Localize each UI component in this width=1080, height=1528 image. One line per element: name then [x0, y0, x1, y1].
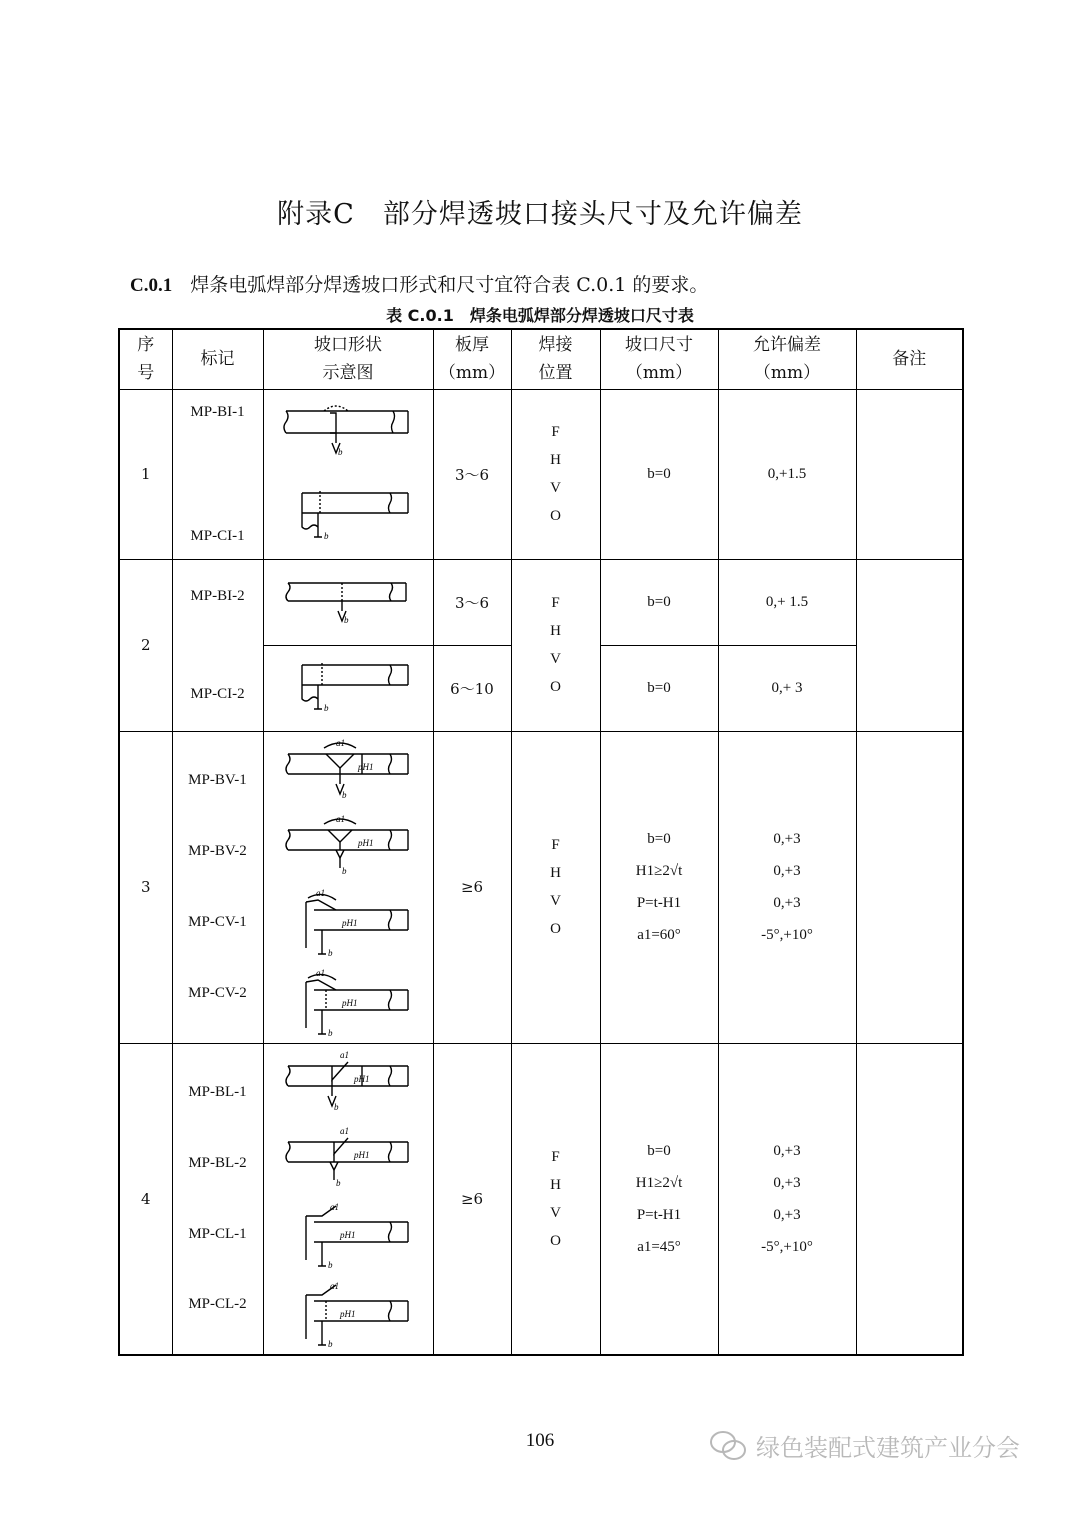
row-remark [856, 1043, 963, 1355]
row-positions: F H V O [511, 1043, 600, 1355]
groove-dimension-table [118, 328, 964, 1356]
watermark-text: 绿色装配式建筑产业分会 [756, 1434, 1020, 1462]
row-diagram [263, 645, 433, 731]
table-header-row [119, 329, 963, 389]
svg-text:pH1: pH1 [354, 1074, 370, 1085]
row-tolerance: 0,+ 1.5 [718, 559, 856, 645]
svg-text:pH1: pH1 [342, 917, 358, 928]
svg-text:b: b [338, 446, 343, 457]
svg-text:b: b [344, 615, 349, 625]
watermark [708, 1428, 1020, 1463]
corner-joint-diagram-icon [278, 487, 418, 545]
svg-text:a1: a1 [336, 814, 345, 825]
row-positions: F H V O [511, 389, 600, 559]
header-thickness: 板厚 （mm） [433, 329, 511, 389]
row-seq: 1 [119, 389, 172, 559]
row-groove: b=0 [600, 559, 718, 645]
header-groove: 坡口尺寸 （mm） [600, 329, 718, 389]
row-remark [856, 389, 963, 559]
row-marks [172, 559, 263, 731]
row-marks [172, 1043, 263, 1355]
row-seq: 3 [119, 731, 172, 1043]
table-row [119, 559, 963, 645]
header-tolerance: 允许偏差 （mm） [718, 329, 856, 389]
table-row [119, 731, 963, 1043]
clause-text: 焊条电弧焊部分焊透坡口形式和尺寸宜符合表 C.0.1 的要求。 [190, 274, 709, 296]
svg-text:pH1: pH1 [340, 1229, 356, 1240]
row-diagram [263, 559, 433, 645]
svg-text:a1: a1 [330, 1201, 339, 1212]
butt-joint-diagram-icon [278, 1048, 418, 1114]
mark-label: MP-CI-2 [190, 685, 245, 702]
header-remark: 备注 [856, 329, 963, 389]
clause-number: C.0.1 [130, 275, 173, 296]
row-diagrams [263, 731, 433, 1043]
svg-text:b: b [328, 1027, 333, 1038]
row-tolerance: 0,+3 0,+3 0,+3 -5°,+10° [718, 1043, 856, 1355]
svg-text:b: b [336, 1177, 341, 1188]
svg-text:b: b [328, 1339, 333, 1350]
mark-label: MP-CV-2 [188, 984, 247, 1001]
mark-label: MP-CL-1 [188, 1225, 247, 1242]
svg-text:a1: a1 [340, 1125, 349, 1136]
row-positions: F H V O [511, 559, 600, 731]
butt-joint-diagram-icon [278, 736, 418, 802]
header-position: 焊接 位置 [511, 329, 600, 389]
svg-text:b: b [342, 790, 347, 801]
corner-joint-diagram-icon [278, 888, 418, 958]
row-seq: 2 [119, 559, 172, 731]
svg-text:b: b [342, 866, 347, 877]
row-groove: b=0 H1≥2√t P=t-H1 a1=45° [600, 1043, 718, 1355]
svg-text:a1: a1 [316, 967, 325, 978]
header-shape: 坡口形状 示意图 [263, 329, 433, 389]
mark-label: MP-BV-1 [188, 772, 247, 789]
row-thickness: 3～6 [433, 389, 511, 559]
svg-text:pH1: pH1 [354, 1149, 370, 1160]
butt-joint-diagram-icon [278, 812, 418, 878]
header-mark: 标记 [172, 329, 263, 389]
row-diagrams [263, 389, 433, 559]
svg-text:pH1: pH1 [342, 997, 358, 1008]
row-thickness: ≥6 [433, 731, 511, 1043]
table-row [119, 389, 963, 559]
header-seq: 序 号 [119, 329, 172, 389]
table-caption-text: 焊条电弧焊部分焊透坡口尺寸表 [469, 306, 694, 325]
mark-label: MP-BV-2 [188, 843, 247, 860]
corner-joint-diagram-icon [278, 968, 418, 1038]
row-positions: F H V O [511, 731, 600, 1043]
table-row [119, 1043, 963, 1355]
row-tolerance: 0,+3 0,+3 0,+3 -5°,+10° [718, 731, 856, 1043]
svg-text:b: b [328, 947, 333, 958]
mark-label: MP-BI-1 [190, 403, 245, 420]
row-thickness: ≥6 [433, 1043, 511, 1355]
row-diagrams [263, 1043, 433, 1355]
mark-label: MP-CL-2 [188, 1296, 247, 1313]
row-thickness: 6～10 [433, 645, 511, 731]
row-marks [172, 389, 263, 559]
svg-text:pH1: pH1 [340, 1309, 356, 1320]
row-marks [172, 731, 263, 1043]
row-remark [856, 731, 963, 1043]
row-groove: b=0 [600, 389, 718, 559]
butt-joint-diagram-icon [278, 1124, 418, 1190]
svg-text:b: b [328, 1259, 333, 1270]
svg-text:a1: a1 [336, 738, 345, 749]
wechat-logo-icon [708, 1429, 748, 1463]
table-caption [0, 303, 1080, 326]
row-groove: b=0 H1≥2√t P=t-H1 a1=60° [600, 731, 718, 1043]
svg-text:a1: a1 [330, 1281, 339, 1292]
corner-joint-diagram-icon [278, 1200, 418, 1270]
page-title: 附录C 部分焊透坡口接头尺寸及允许偏差 [277, 199, 803, 230]
row-tolerance: 0,+ 3 [718, 645, 856, 731]
row-tolerance: 0,+1.5 [718, 389, 856, 559]
mark-label: MP-BI-2 [190, 587, 245, 604]
svg-text:a1: a1 [340, 1050, 349, 1061]
svg-text:pH1: pH1 [358, 838, 374, 849]
corner-joint-diagram-icon [278, 1279, 418, 1349]
row-groove: b=0 [600, 645, 718, 731]
mark-label: MP-BL-1 [188, 1084, 247, 1101]
svg-text:b: b [334, 1102, 339, 1113]
butt-joint-diagram-icon [278, 577, 418, 627]
svg-text:b: b [324, 531, 329, 542]
corner-joint-diagram-icon [278, 659, 418, 717]
mark-label: MP-CI-1 [190, 527, 245, 544]
row-remark [856, 559, 963, 731]
clause-paragraph [130, 270, 708, 297]
row-seq: 4 [119, 1043, 172, 1355]
svg-text:b: b [324, 703, 329, 713]
svg-text:a1: a1 [316, 887, 325, 898]
mark-label: MP-CV-1 [188, 913, 247, 930]
page-number: 106 [525, 1430, 555, 1451]
svg-text:pH1: pH1 [358, 762, 374, 773]
butt-joint-diagram-icon [278, 403, 418, 461]
mark-label: MP-BL-2 [188, 1154, 247, 1171]
row-thickness: 3～6 [433, 559, 511, 645]
table-caption-number: 表 C.0.1 [386, 306, 454, 325]
